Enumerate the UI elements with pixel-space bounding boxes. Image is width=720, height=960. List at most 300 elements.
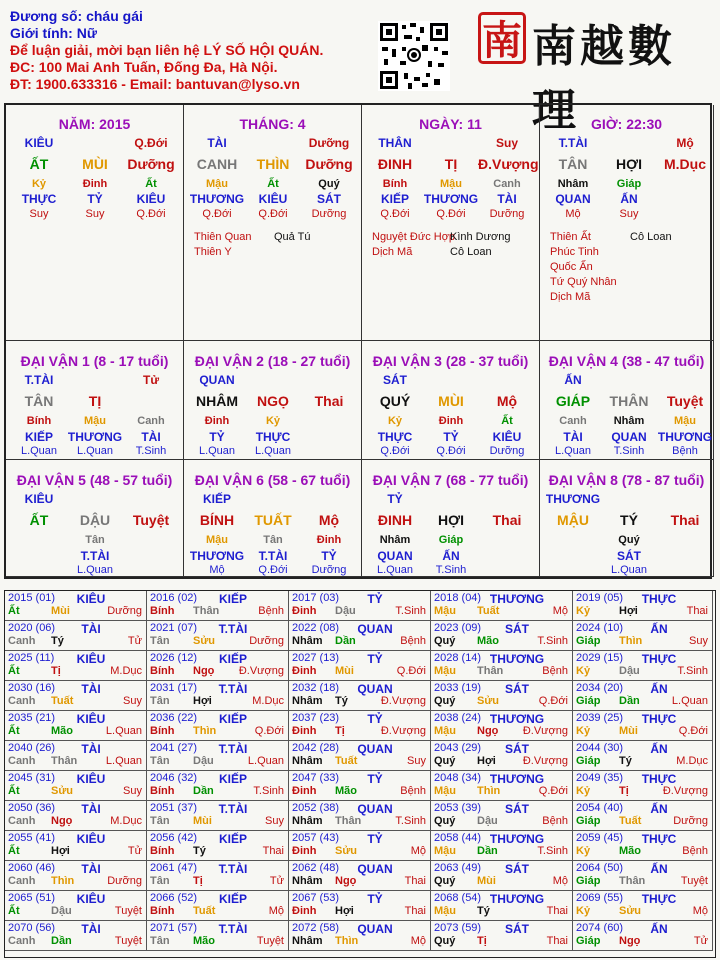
branch-label: Mão bbox=[477, 635, 499, 647]
stem-branch-text: ĐINH bbox=[377, 156, 413, 172]
stem-branch-text: Ất bbox=[145, 178, 157, 190]
branch-label: Hợi bbox=[335, 905, 354, 917]
stem-branch-text: THƯƠNG bbox=[67, 430, 123, 444]
stem-label: Quý bbox=[434, 935, 456, 947]
dai-van-title: ĐẠI VẬN 8 (78 - 87 tuổi) bbox=[548, 472, 705, 488]
year-label: 2020 (06) bbox=[8, 622, 56, 634]
phase-label: Q.Đới bbox=[538, 695, 568, 707]
stem-branch-text: T.Sinh bbox=[613, 445, 645, 457]
year-cell bbox=[573, 921, 713, 951]
year-cell bbox=[5, 861, 147, 891]
year-label: 2050 (36) bbox=[8, 802, 56, 814]
stem-label: Nhâm bbox=[292, 815, 323, 827]
branch-label: Mùi bbox=[193, 815, 212, 827]
stem-label: Giáp bbox=[576, 755, 601, 767]
year-label: 2021 (07) bbox=[150, 622, 198, 634]
stem-branch-text: ẤT bbox=[29, 512, 49, 528]
stem-label: Quý bbox=[434, 755, 456, 767]
ten-god-label: THỰC bbox=[641, 592, 677, 606]
stem-branch-text: Q.Đới bbox=[436, 445, 466, 457]
year-cell bbox=[147, 801, 289, 831]
phase-label: Suy bbox=[265, 815, 284, 827]
branch-label: Tuất bbox=[477, 605, 500, 617]
stem-branch-text: Tử bbox=[142, 373, 160, 387]
qr-code-icon[interactable] bbox=[378, 21, 450, 91]
year-label: 2028 (14) bbox=[434, 652, 482, 664]
year-label: 2067 (53) bbox=[292, 892, 340, 904]
stem-label: Giáp bbox=[576, 815, 601, 827]
ten-god-label: KIẾP bbox=[218, 772, 247, 786]
year-cell bbox=[431, 591, 573, 621]
year-label: 2016 (02) bbox=[150, 592, 198, 604]
stem-branch-text: Q.Đới bbox=[134, 136, 168, 150]
stem-label: Mậu bbox=[434, 725, 456, 737]
stem-label: Nhâm bbox=[292, 875, 323, 887]
stem-branch-text: KIÊU bbox=[258, 192, 288, 206]
year-cell bbox=[147, 861, 289, 891]
stem-label: Tân bbox=[150, 935, 170, 947]
ten-god-label: TÀI bbox=[81, 742, 101, 756]
stem-label: Ất bbox=[8, 785, 20, 797]
stem-branch-text: Q.Đới bbox=[380, 208, 410, 220]
phase-label: L.Quan bbox=[105, 725, 142, 737]
stem-branch-text: TÂN bbox=[24, 393, 54, 409]
phase-label: Thai bbox=[404, 875, 426, 887]
stem-branch-text: T.TÀI bbox=[24, 373, 54, 387]
stem-branch-text: Thai bbox=[670, 512, 700, 528]
year-label: 2042 (28) bbox=[292, 742, 340, 754]
year-label: 2026 (12) bbox=[150, 652, 198, 664]
stem-label: Đinh bbox=[292, 725, 317, 737]
dai-van-cell bbox=[184, 341, 362, 460]
stem-branch-text: THƯƠNG bbox=[189, 192, 245, 206]
owner-line: Đương số: cháu gái bbox=[10, 8, 143, 24]
stem-label: Kỷ bbox=[576, 605, 591, 617]
branch-label: Dần bbox=[619, 695, 640, 707]
year-cell bbox=[147, 831, 289, 861]
stem-label: Bính bbox=[150, 665, 175, 677]
stem-branch-text: THÂN bbox=[609, 393, 649, 409]
year-label: 2029 (15) bbox=[576, 652, 624, 664]
ten-god-label: ẤN bbox=[650, 922, 668, 936]
year-cell bbox=[431, 621, 573, 651]
stem-branch-text: Bính bbox=[382, 178, 408, 190]
phase-label: Tử bbox=[269, 875, 284, 887]
stem-branch-text: ẤN bbox=[442, 549, 460, 563]
year-cell bbox=[573, 831, 713, 861]
ten-god-label: THƯƠNG bbox=[489, 712, 545, 726]
stem-branch-text: TỶ bbox=[321, 549, 337, 563]
stem-label: Mậu bbox=[434, 785, 456, 797]
ten-god-label: KIẾP bbox=[218, 832, 247, 846]
year-cell bbox=[5, 771, 147, 801]
ten-god-label: T.TÀI bbox=[218, 862, 248, 876]
branch-label: Mão bbox=[619, 845, 641, 857]
ten-god-label: TÀI bbox=[81, 862, 101, 876]
star-label: Quốc Ấn bbox=[550, 261, 593, 273]
year-label: 2056 (42) bbox=[150, 832, 198, 844]
stem-branch-text: MÙI bbox=[438, 393, 464, 409]
gender-line: Giới tính: Nữ bbox=[10, 25, 97, 41]
stem-branch-text: Dưỡng bbox=[311, 208, 347, 220]
ten-god-label: KIÊU bbox=[76, 592, 106, 606]
stem-branch-text: Đinh bbox=[438, 415, 464, 427]
stem-branch-text: Dưỡng bbox=[489, 445, 525, 457]
year-cell bbox=[147, 681, 289, 711]
year-cell bbox=[289, 801, 431, 831]
phase-label: Dưỡng bbox=[673, 815, 708, 827]
stem-branch-text: Bính bbox=[26, 415, 52, 427]
branch-label: Thân bbox=[51, 755, 78, 767]
stem-label: Đinh bbox=[292, 785, 317, 797]
stem-branch-text: Tuyệt bbox=[132, 512, 170, 528]
phase-label: Tuyệt bbox=[256, 935, 284, 947]
stem-branch-text: QUÝ bbox=[379, 393, 411, 409]
stem-branch-text: T.TÀI bbox=[80, 549, 110, 563]
branch-label: Thân bbox=[477, 665, 504, 677]
stem-label: Ất bbox=[8, 905, 20, 917]
dai-van-cell bbox=[362, 460, 540, 577]
year-cell bbox=[573, 711, 713, 741]
year-label: 2019 (05) bbox=[576, 592, 624, 604]
ten-god-label: KIẾP bbox=[218, 652, 247, 666]
ten-god-label: THỰC bbox=[641, 832, 677, 846]
stem-branch-text: THỰC bbox=[377, 430, 413, 444]
pillar-title: NĂM: 2015 bbox=[58, 116, 131, 132]
branch-label: Mùi bbox=[335, 665, 354, 677]
phase-label: Mộ bbox=[268, 905, 284, 917]
ten-god-label: T.TÀI bbox=[218, 742, 248, 756]
stem-branch-text: Mộ bbox=[496, 393, 518, 409]
stem-label: Bính bbox=[150, 725, 175, 737]
year-label: 2048 (34) bbox=[434, 772, 482, 784]
stem-branch-text: KIÊU bbox=[136, 192, 166, 206]
star-label: Kình Dương bbox=[450, 231, 511, 243]
stem-label: Quý bbox=[434, 635, 456, 647]
year-label: 2033 (19) bbox=[434, 682, 482, 694]
year-label: 2041 (27) bbox=[150, 742, 198, 754]
phase-label: T.Sinh bbox=[253, 785, 284, 797]
phase-label: Đ.Vượng bbox=[662, 785, 708, 797]
phase-label: M.Dục bbox=[252, 695, 284, 707]
branch-label: Tý bbox=[477, 905, 490, 917]
stem-branch-text: KIÊU bbox=[24, 136, 54, 150]
year-cell bbox=[431, 651, 573, 681]
year-cell bbox=[573, 861, 713, 891]
stem-branch-text: Quý bbox=[318, 178, 340, 190]
year-cell bbox=[5, 891, 147, 921]
stem-branch-text: L.Quan bbox=[198, 445, 236, 457]
year-label: 2034 (20) bbox=[576, 682, 624, 694]
branch-label: Thân bbox=[193, 605, 220, 617]
phase-label: Mộ bbox=[692, 905, 708, 917]
stem-branch-text: Đinh bbox=[82, 178, 108, 190]
stem-branch-text: THƯƠNG bbox=[657, 430, 713, 444]
year-label: 2018 (04) bbox=[434, 592, 482, 604]
phase-label: Đ.Vượng bbox=[380, 725, 426, 737]
year-label: 2070 (56) bbox=[8, 922, 56, 934]
stem-branch-text: Giáp bbox=[438, 534, 464, 546]
year-cell bbox=[147, 891, 289, 921]
yearly-table bbox=[4, 590, 716, 958]
year-label: 2025 (11) bbox=[8, 652, 55, 664]
dai-van-cell bbox=[540, 460, 714, 577]
phase-label: Mộ bbox=[410, 845, 426, 857]
ten-god-label: T.TÀI bbox=[218, 802, 248, 816]
stem-label: Kỷ bbox=[576, 785, 591, 797]
year-label: 2065 (51) bbox=[8, 892, 56, 904]
year-label: 2047 (33) bbox=[292, 772, 340, 784]
year-label: 2032 (18) bbox=[292, 682, 340, 694]
stem-branch-text: Suy bbox=[619, 208, 639, 220]
stem-branch-text: Đinh bbox=[316, 534, 342, 546]
stem-branch-text: Mộ bbox=[209, 564, 225, 576]
ten-god-label: ẤN bbox=[650, 862, 668, 876]
stem-label: Canh bbox=[8, 695, 36, 707]
year-cell bbox=[573, 681, 713, 711]
stem-branch-text: Mộ bbox=[676, 136, 694, 150]
stem-branch-text: SÁT bbox=[617, 549, 641, 563]
stem-branch-text: Mộ bbox=[318, 512, 340, 528]
year-cell bbox=[289, 591, 431, 621]
stem-branch-text: Nhâm bbox=[557, 178, 589, 190]
phase-label: Tử bbox=[693, 935, 708, 947]
stem-branch-text: Suy bbox=[85, 208, 105, 220]
stem-branch-text: Dưỡng bbox=[311, 564, 347, 576]
phase-label: Tử bbox=[127, 845, 142, 857]
stem-label: Quý bbox=[434, 875, 456, 887]
stem-branch-text: Dưỡng bbox=[489, 208, 525, 220]
ten-god-label: QUAN bbox=[357, 742, 393, 756]
star-label: Quả Tú bbox=[274, 231, 311, 243]
stem-label: Canh bbox=[8, 815, 36, 827]
branch-label: Dậu bbox=[335, 605, 356, 617]
ten-god-label: THỰC bbox=[641, 892, 677, 906]
ten-god-label: ẤN bbox=[650, 742, 668, 756]
stem-branch-text: Ất bbox=[267, 178, 279, 190]
year-label: 2054 (40) bbox=[576, 802, 624, 814]
year-label: 2022 (08) bbox=[292, 622, 340, 634]
year-label: 2036 (22) bbox=[150, 712, 198, 724]
phase-label: Bệnh bbox=[542, 815, 568, 827]
star-label: Dịch Mã bbox=[550, 291, 591, 303]
stem-label: Canh bbox=[8, 755, 36, 767]
year-cell bbox=[147, 621, 289, 651]
stem-branch-text: TỶ bbox=[209, 430, 225, 444]
stem-label: Canh bbox=[8, 635, 36, 647]
year-cell bbox=[289, 621, 431, 651]
year-label: 2035 (21) bbox=[8, 712, 56, 724]
phase-label: Thai bbox=[546, 935, 568, 947]
stem-branch-text: Dưỡng bbox=[127, 156, 175, 172]
branch-label: Hợi bbox=[619, 605, 638, 617]
stem-label: Ất bbox=[8, 845, 20, 857]
year-cell bbox=[431, 801, 573, 831]
branch-label: Ngọ bbox=[193, 665, 215, 677]
branch-label: Dần bbox=[335, 635, 356, 647]
stem-branch-text: Q.Đới bbox=[202, 208, 232, 220]
stem-branch-text: Đinh bbox=[204, 415, 230, 427]
phase-label: T.Sinh bbox=[537, 635, 568, 647]
ten-god-label: KIẾP bbox=[218, 892, 247, 906]
ten-god-label: TỶ bbox=[367, 832, 383, 846]
year-label: 2064 (50) bbox=[576, 862, 624, 874]
ten-god-label: TÀI bbox=[81, 922, 101, 936]
year-label: 2069 (55) bbox=[576, 892, 624, 904]
stem-branch-text: QUAN bbox=[377, 549, 413, 563]
pillar-title: NGÀY: 11 bbox=[419, 116, 482, 132]
year-cell bbox=[289, 711, 431, 741]
stem-label: Nhâm bbox=[292, 935, 323, 947]
branch-label: Thân bbox=[335, 815, 362, 827]
stem-label: Tân bbox=[150, 635, 170, 647]
branch-label: Tị bbox=[193, 875, 203, 887]
ten-god-label: THƯƠNG bbox=[489, 772, 545, 786]
year-label: 2027 (13) bbox=[292, 652, 340, 664]
ten-god-label: T.TÀI bbox=[218, 622, 248, 636]
phone-email-line: ĐT: 1900.633316 - Email: bantuvan@lyso.vn bbox=[10, 76, 300, 92]
branch-label: Dậu bbox=[51, 905, 72, 917]
stem-label: Kỷ bbox=[576, 905, 591, 917]
branch-label: Dậu bbox=[193, 755, 214, 767]
ten-god-label: THƯƠNG bbox=[489, 832, 545, 846]
phase-label: Dưỡng bbox=[107, 605, 142, 617]
stem-label: Canh bbox=[8, 935, 36, 947]
year-cell bbox=[5, 591, 147, 621]
branch-label: Sửu bbox=[477, 695, 500, 707]
stem-branch-text: THƯƠNG bbox=[189, 549, 245, 563]
branch-label: Tý bbox=[335, 695, 348, 707]
branch-label: Sửu bbox=[193, 635, 216, 647]
stem-label: Đinh bbox=[292, 845, 317, 857]
stem-branch-text: Q.Đới bbox=[258, 564, 288, 576]
year-label: 2043 (29) bbox=[434, 742, 482, 754]
stem-branch-text: Dưỡng bbox=[305, 156, 353, 172]
branch-label: Tý bbox=[51, 635, 64, 647]
stem-branch-text: Mậu bbox=[674, 415, 696, 427]
stem-label: Ất bbox=[8, 725, 20, 737]
stem-branch-text: Canh bbox=[493, 178, 521, 190]
phase-label: Mộ bbox=[410, 935, 426, 947]
star-label: Thiên Quan bbox=[194, 231, 252, 243]
branch-label: Ngọ bbox=[335, 875, 357, 887]
year-label: 2015 (01) bbox=[8, 592, 56, 604]
phase-label: Mộ bbox=[552, 875, 568, 887]
ten-god-label: TỶ bbox=[367, 652, 383, 666]
ten-god-label: SÁT bbox=[505, 802, 529, 816]
branch-label: Tuất bbox=[335, 755, 358, 767]
branch-label: Mão bbox=[335, 785, 357, 797]
ten-god-label: KIÊU bbox=[76, 772, 106, 786]
year-label: 2061 (47) bbox=[150, 862, 198, 874]
stem-branch-text: L.Quan bbox=[610, 564, 648, 576]
stem-branch-text: Tân bbox=[263, 534, 283, 546]
year-label: 2017 (03) bbox=[292, 592, 340, 604]
stem-branch-text: Q.Đới bbox=[258, 208, 288, 220]
phase-label: Q.Đới bbox=[396, 665, 426, 677]
year-cell bbox=[573, 771, 713, 801]
stem-branch-text: T.Sinh bbox=[135, 445, 167, 457]
brand-title: 南越數理 bbox=[532, 21, 676, 136]
branch-label: Mùi bbox=[51, 605, 70, 617]
year-label: 2049 (35) bbox=[576, 772, 624, 784]
stem-branch-text: Tuyệt bbox=[666, 393, 704, 409]
ten-god-label: SÁT bbox=[505, 682, 529, 696]
stem-label: Nhâm bbox=[292, 635, 323, 647]
ten-god-label: THƯƠNG bbox=[489, 892, 545, 906]
star-label: Thiên Ất bbox=[550, 231, 591, 243]
stem-branch-text: TÝ bbox=[620, 512, 638, 528]
branch-label: Thìn bbox=[477, 785, 501, 797]
phase-label: M.Dục bbox=[676, 755, 708, 767]
branch-label: Hợi bbox=[51, 845, 70, 857]
stem-branch-text: Thai bbox=[492, 512, 522, 528]
star-label: Cô Loan bbox=[630, 231, 672, 243]
stem-branch-text: Nhâm bbox=[613, 415, 645, 427]
header bbox=[10, 8, 390, 93]
stem-label: Ất bbox=[8, 665, 20, 677]
ten-god-label: QUAN bbox=[357, 622, 393, 636]
stem-label: Tân bbox=[150, 875, 170, 887]
phase-label: Suy bbox=[123, 695, 142, 707]
year-cell bbox=[289, 771, 431, 801]
chart-grid bbox=[4, 103, 712, 579]
stem-branch-text: TÀI bbox=[563, 430, 583, 444]
year-cell bbox=[147, 741, 289, 771]
stem-branch-text: TỶ bbox=[387, 492, 403, 506]
stem-branch-text: Mậu bbox=[84, 415, 106, 427]
year-cell bbox=[147, 921, 289, 951]
year-label: 2053 (39) bbox=[434, 802, 482, 814]
phase-label: Đ.Vượng bbox=[380, 695, 426, 707]
phase-label: Q.Đới bbox=[538, 785, 568, 797]
branch-label: Tị bbox=[477, 935, 487, 947]
branch-label: Dần bbox=[477, 845, 498, 857]
stem-branch-text: Q.Đới bbox=[436, 208, 466, 220]
ten-god-label: KIÊU bbox=[76, 832, 106, 846]
stem-branch-text: KIẾP bbox=[380, 192, 409, 206]
year-label: 2074 (60) bbox=[576, 922, 624, 934]
branch-label: Mão bbox=[51, 725, 73, 737]
dai-van-title: ĐẠI VẬN 5 (48 - 57 tuổi) bbox=[16, 472, 173, 488]
stem-branch-text: QUAN bbox=[555, 192, 591, 206]
stem-branch-text: TỶ bbox=[87, 192, 103, 206]
year-label: 2066 (52) bbox=[150, 892, 198, 904]
stem-branch-text: L.Quan bbox=[76, 445, 114, 457]
dai-van-title: ĐẠI VẬN 6 (58 - 67 tuổi) bbox=[194, 472, 351, 488]
year-cell bbox=[5, 621, 147, 651]
year-cell bbox=[431, 921, 573, 951]
phase-label: Bệnh bbox=[682, 845, 708, 857]
stem-branch-text: HỢI bbox=[616, 156, 642, 172]
stem-branch-text: Suy bbox=[29, 208, 49, 220]
ten-god-label: THỰC bbox=[641, 712, 677, 726]
stem-branch-text: Quý bbox=[618, 534, 640, 546]
phase-label: L.Quan bbox=[105, 755, 142, 767]
ten-god-label: KIÊU bbox=[76, 892, 106, 906]
stem-branch-text: NHÂM bbox=[196, 393, 238, 409]
ten-god-label: QUAN bbox=[357, 922, 393, 936]
ten-god-label: TỶ bbox=[367, 772, 383, 786]
year-label: 2031 (17) bbox=[150, 682, 198, 694]
year-label: 2038 (24) bbox=[434, 712, 482, 724]
stem-branch-text: Mậu bbox=[206, 534, 228, 546]
year-cell bbox=[5, 921, 147, 951]
phase-label: M.Dục bbox=[110, 665, 142, 677]
phase-label: Suy bbox=[407, 755, 426, 767]
ten-god-label: THỰC bbox=[641, 652, 677, 666]
stem-branch-text: Kỷ bbox=[265, 415, 281, 427]
